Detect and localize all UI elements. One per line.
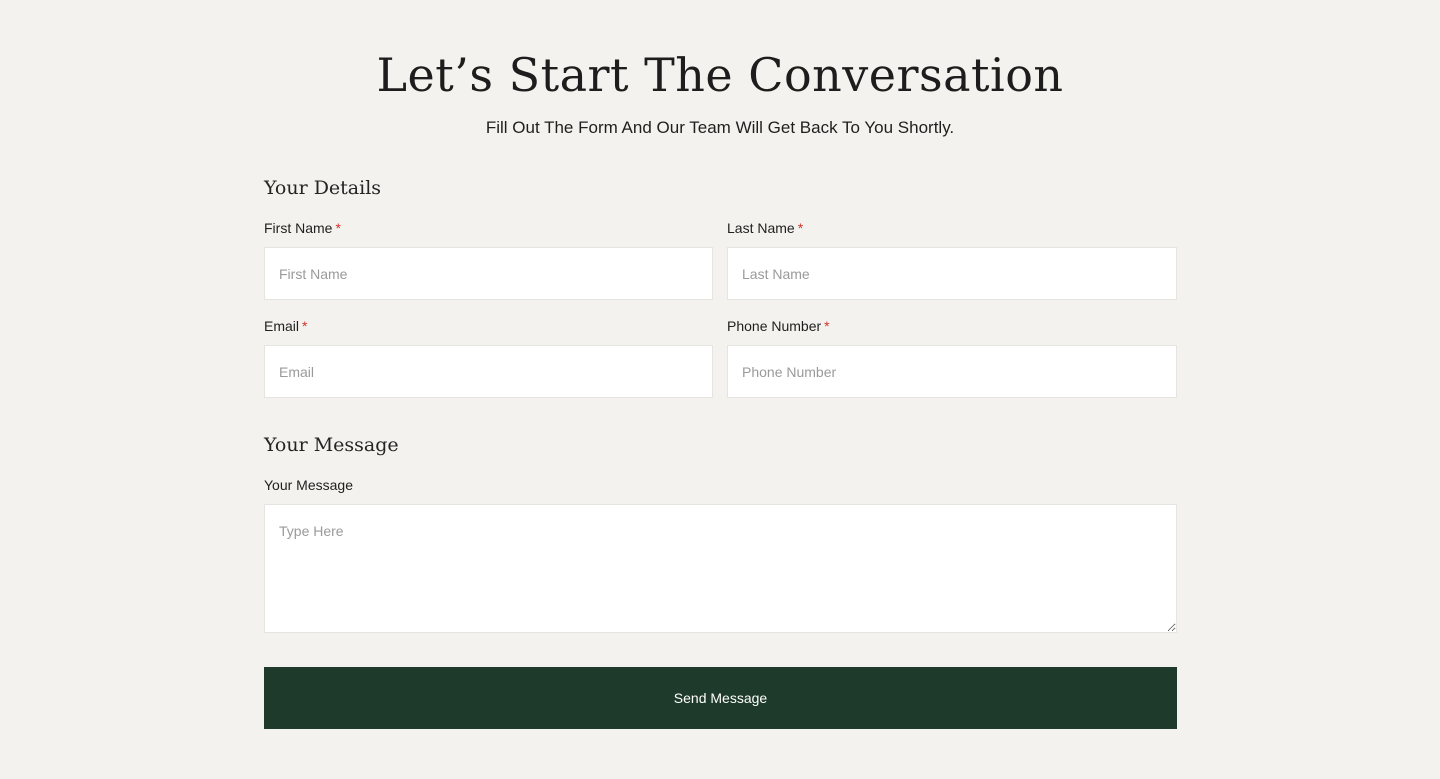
first-name-label-text: First Name bbox=[264, 220, 333, 236]
phone-label bbox=[727, 318, 830, 334]
message-label-text: Your Message bbox=[264, 477, 353, 493]
send-message-button[interactable]: Send Message bbox=[264, 667, 1177, 729]
phone-label-text: Phone Number bbox=[727, 318, 822, 334]
last-name-required-mark: * bbox=[797, 220, 804, 236]
phone-required-mark: * bbox=[824, 318, 830, 334]
email-required-mark: * bbox=[302, 318, 308, 334]
last-name-input[interactable] bbox=[727, 247, 1177, 300]
message-label bbox=[264, 477, 353, 493]
phone-input[interactable] bbox=[727, 345, 1177, 398]
message-section-heading: Your Message bbox=[264, 434, 399, 456]
page-subtitle: Fill Out The Form And Our Team Will Get Back To You Shortly. bbox=[485, 118, 955, 137]
first-name-input[interactable] bbox=[264, 247, 713, 300]
message-textarea[interactable] bbox=[264, 504, 1177, 633]
first-name-required-mark: * bbox=[335, 220, 341, 236]
email-label-text: Email bbox=[264, 318, 300, 334]
last-name-label-text: Last Name bbox=[727, 220, 795, 236]
last-name-label bbox=[727, 220, 803, 236]
email-label bbox=[264, 318, 307, 334]
first-name-label bbox=[264, 220, 341, 236]
page-title: Let’s Start The Conversation bbox=[376, 48, 1064, 102]
email-input[interactable] bbox=[264, 345, 713, 398]
details-section-heading: Your Details bbox=[264, 177, 382, 199]
